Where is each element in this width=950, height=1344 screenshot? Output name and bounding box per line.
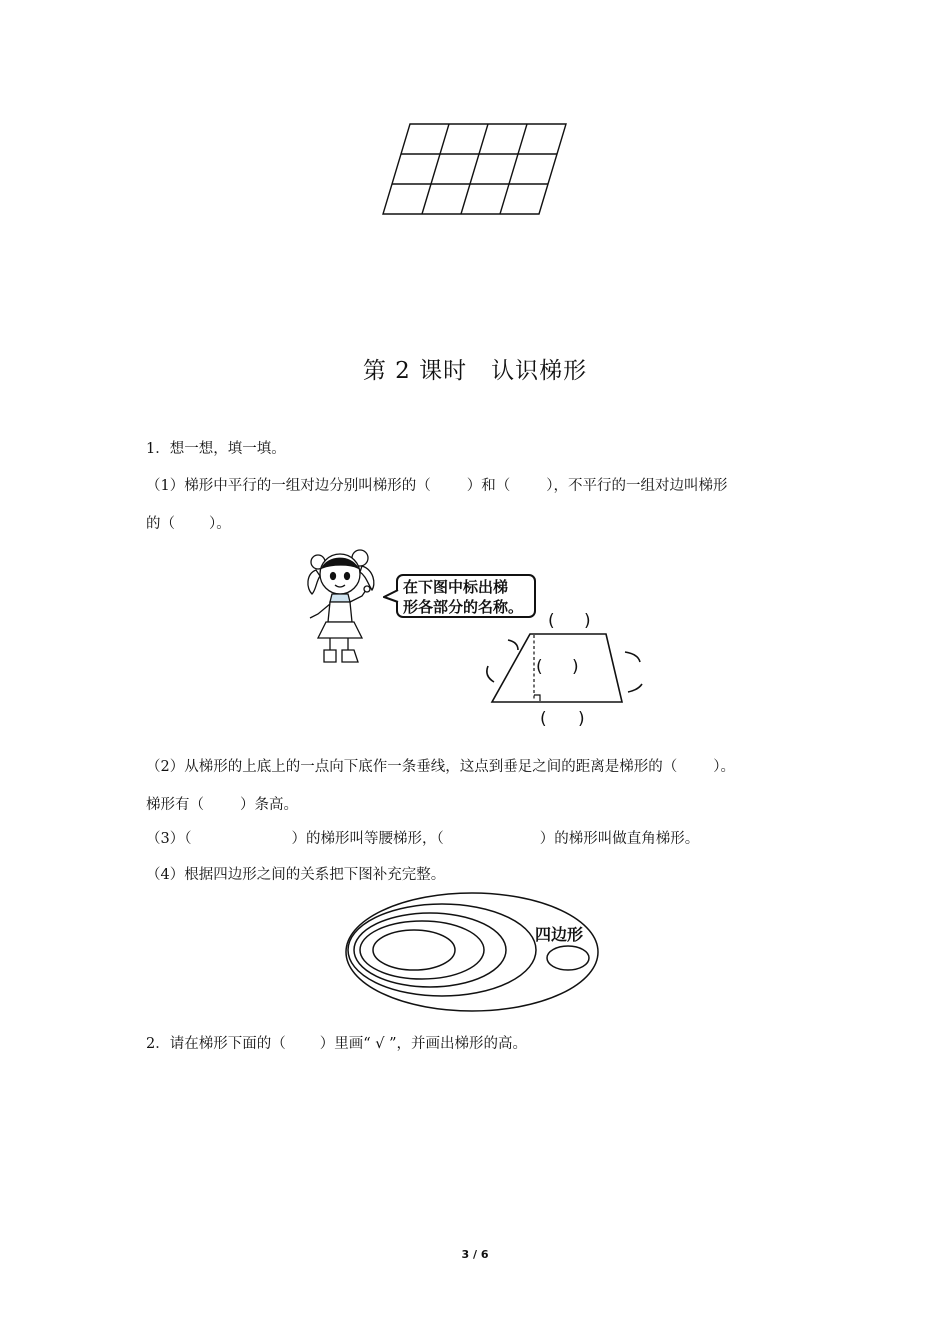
inner-ellipse-3: [373, 930, 455, 970]
question-1-part-4: （4）根据四边形之间的关系把下图补充完整。: [146, 867, 446, 883]
quadrilateral-set-diagram: [340, 888, 610, 1016]
left-bracket-bottom: [487, 666, 494, 682]
question-1-part-2: （2）从梯形的上底上的一点向下底作一条垂线，这点到垂足之间的距离是梯形的（ ）。: [146, 759, 735, 775]
height-label-open: (: [536, 657, 543, 677]
trapezoid-shape: [492, 634, 622, 702]
speech-bubble: 在下图中标出梯 形各部分的名称。: [396, 574, 536, 618]
inner-ellipse-1: [354, 913, 506, 987]
right-bracket-top: [625, 652, 640, 662]
question-1-heading: 1．想一想，填一填。: [146, 441, 286, 457]
quadrilateral-ellipse: [348, 904, 536, 996]
left-bracket-top: [508, 640, 518, 650]
quadrilateral-label: 四边形: [535, 925, 584, 944]
upper-base-label-close: ): [584, 611, 591, 631]
question-1-part-1: （1）梯形中平行的一组对边分别叫梯形的（ ）和（ ），不平行的一组对边叫梯形: [146, 478, 728, 494]
girl-illustration: [302, 544, 382, 670]
right-bracket-bottom: [628, 684, 642, 692]
trapezoid-diagram: [470, 604, 670, 728]
parallelogram-grid-figure: [370, 118, 580, 222]
lower-base-label-open: (: [540, 709, 547, 728]
question-1-part-3: （3）（ ）的梯形叫等腰梯形，（ ）的梯形叫做直角梯形。: [146, 831, 700, 847]
question-1-part-1-cont: 的（ ）。: [146, 516, 231, 532]
upper-base-label-open: (: [548, 611, 555, 631]
right-angle-mark: [534, 695, 540, 701]
height-label-close: ): [572, 657, 579, 677]
speech-bubble-tail: [383, 588, 399, 604]
side-ellipse: [547, 946, 589, 970]
question-1-part-2-cont: 梯形有（ ）条高。: [146, 797, 298, 813]
question-2-heading: 2．请在梯形下面的（ ）里画“ √ ”，并画出梯形的高。: [146, 1036, 528, 1052]
lower-base-label-close: ): [578, 709, 585, 728]
section-title: 第 2 课时 认识梯形: [362, 358, 588, 384]
page-number: 3 / 6: [461, 1248, 489, 1261]
